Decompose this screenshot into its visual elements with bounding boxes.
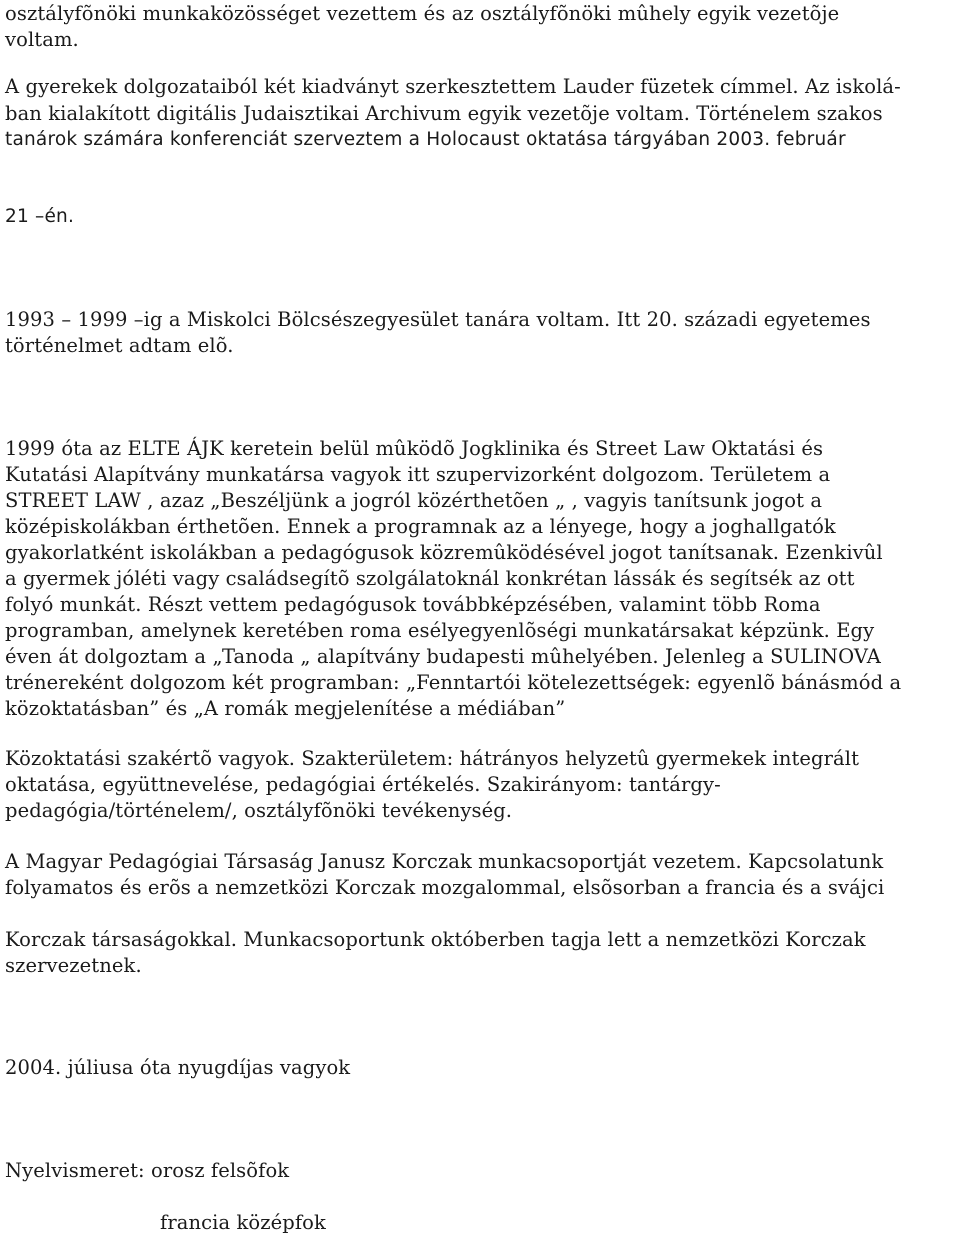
text-line: éven át dolgoztam a „Tanoda „ alapítvány budapesti mûhelyében. Jelenleg a SULINOVA [5, 645, 881, 668]
text-line: szervezetnek. [5, 954, 142, 977]
text-line: 1999 óta az ELTE ÁJK keretein belül mûködõ Jogklinika és Street Law Oktatási és [5, 437, 824, 460]
text-line: közoktatásban” és „A romák megjelenítése a médiában” [5, 697, 566, 720]
text-line: oktatása, együttnevelése, pedagógiai értékelés. Szakirányom: tantárgy- [5, 773, 721, 796]
text-line: Korczak társaságokkal. Munkacsoportunk októberben tagja lett a nemzetközi Korczak [5, 928, 866, 951]
text-line: A Magyar Pedagógiai Társaság Janusz Korczak munkacsoportját vezetem. Kapcsolatunk [5, 850, 884, 873]
text-line: Közoktatási szakértõ vagyok. Szakterületem: hátrányos helyzetû gyermekek integrált [5, 747, 860, 770]
text-line: ban kialakított digitális Judaisztikai Archivum egyik vezetõje voltam. Történelem szakos [5, 102, 883, 125]
text-line: Nyelvismeret: orosz felsõfok [5, 1159, 290, 1182]
text-line: középiskolákban érthetõen. Ennek a programnak az a lényege, hogy a joghallgatók [5, 515, 836, 538]
text-line: pedagógia/történelem/, osztályfõnöki tevékenység. [5, 799, 513, 822]
text-line: történelmet adtam elõ. [5, 334, 234, 357]
text-line: A gyerekek dolgozataiból két kiadványt szerkesztettem Lauder füzetek címmel. Az iskolá- [5, 75, 901, 98]
text-line: gyakorlatként iskolákban a pedagógusok közremûködésével jogot tanítsanak. Ezenkivûl [5, 541, 883, 564]
text-line: a gyermek jóléti vagy családsegítõ szolgálatoknál konkrétan lássák és segítsék az ott [5, 567, 855, 590]
text-line: 2004. júliusa óta nyugdíjas vagyok [5, 1056, 351, 1079]
text-line: folyó munkát. Részt vettem pedagógusok továbbképzésében, valamint több Roma [5, 593, 821, 616]
text-line: trénereként dolgozom két programban: „Fenntartói kötelezettségek: egyenlõ bánásmód a [5, 671, 902, 694]
text-line: folyamatos és erõs a nemzetközi Korczak mozgalommal, elsõsorban a francia és a svájci [5, 876, 885, 899]
text-line: Kutatási Alapítvány munkatársa vagyok itt szupervizorként dolgozom. Területem a [5, 463, 831, 486]
text-line: programban, amelynek keretében roma esélyegyenlõségi munkatársakat képzünk. Egy [5, 619, 875, 642]
text-line: francia középfok [160, 1211, 326, 1234]
text-line: tanárok számára konferenciát szerveztem a Holocaust oktatása tárgyában 2003. február [5, 129, 846, 150]
text-line: voltam. [5, 28, 79, 51]
text-line: osztályfõnöki munkaközösséget vezettem és az osztályfõnöki mûhely egyik vezetõje [5, 2, 840, 25]
text-line: 21 –én. [5, 206, 75, 227]
text-line: 1993 – 1999 –ig a Miskolci Bölcsészegyesület tanára voltam. Itt 20. századi egyetemes [5, 308, 871, 331]
text-line: STREET LAW , azaz „Beszéljünk a jogról közérthetõen „ , vagyis tanítsunk jogot a [5, 489, 823, 512]
